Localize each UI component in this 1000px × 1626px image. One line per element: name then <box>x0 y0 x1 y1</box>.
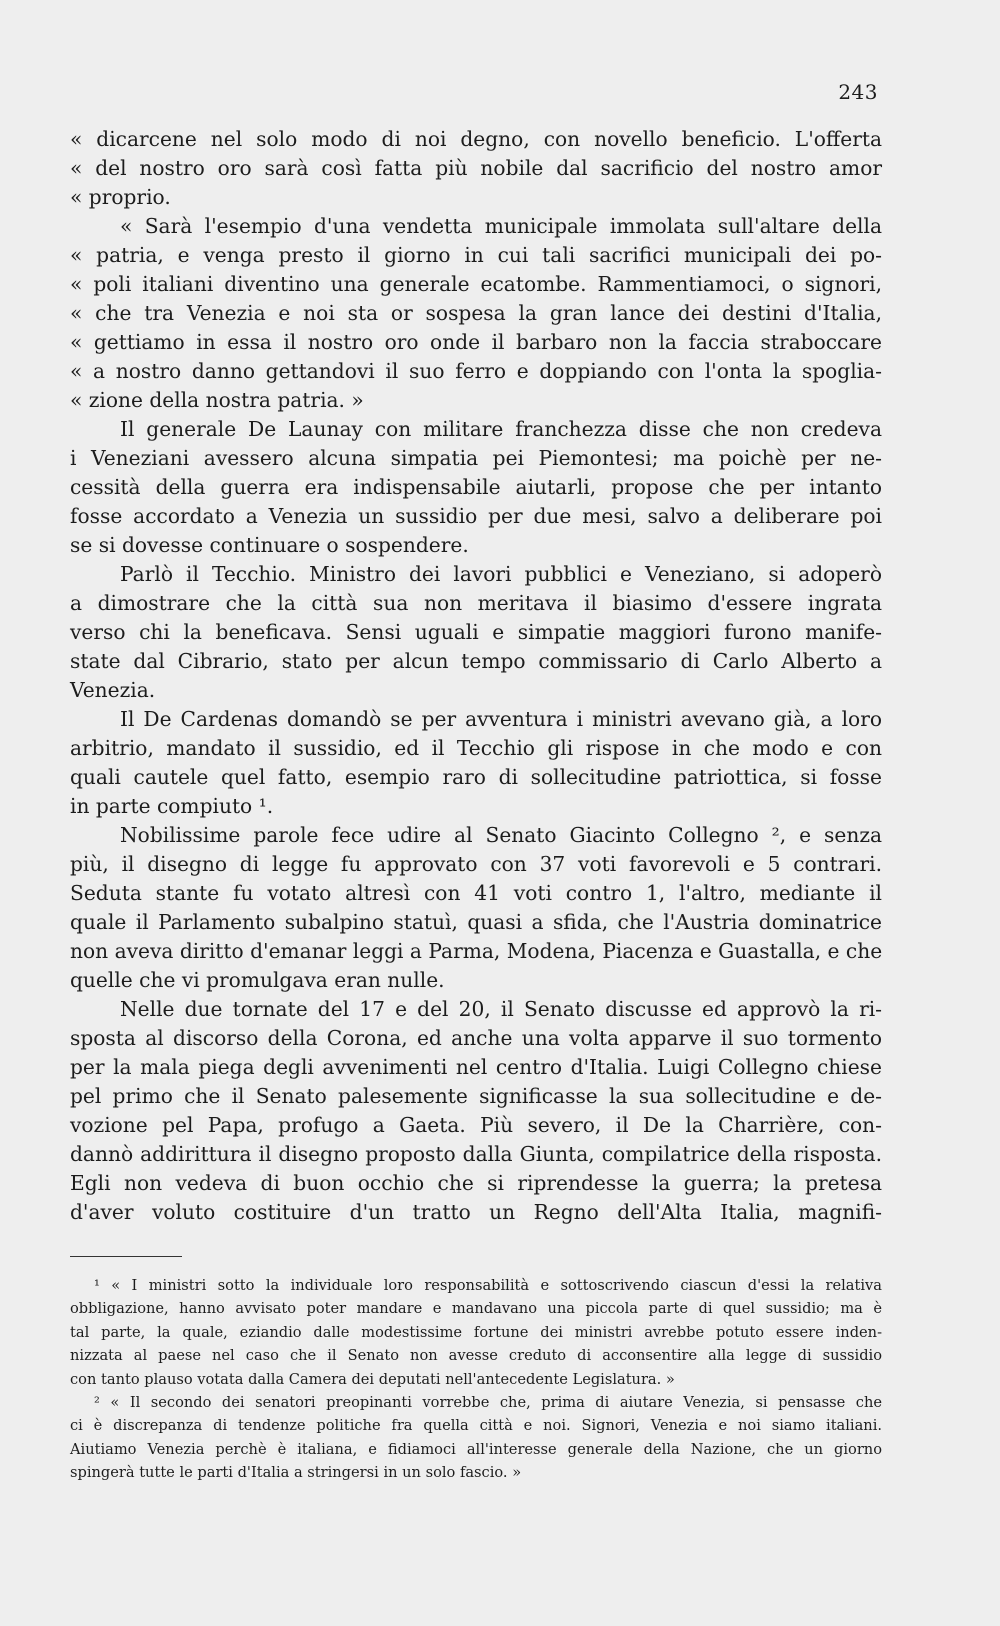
body-line: « del nostro oro sarà così fatta più nobile dal sacrificio del nostro amor <box>70 156 882 180</box>
footnote-rule <box>70 1256 182 1257</box>
body-line: « proprio. <box>70 185 171 209</box>
body-line: « dicarcene nel solo modo di noi degno, con novello beneficio. L'offerta <box>70 127 882 151</box>
footnote-line: Aiutiamo Venezia perchè è italiana, e fidiamoci all'interesse generale della Nazione, che un giorno <box>70 1440 882 1458</box>
body-line: « che tra Venezia e noi sta or sospesa la gran lance dei destini d'Italia, <box>70 301 882 325</box>
footnote-line: ¹ « I ministri sotto la individuale loro responsabilità e sottoscrivendo ciascun d'essi la relativa <box>94 1277 882 1294</box>
body-line: sposta al discorso della Corona, ed anche una volta apparve il suo tormento <box>70 1026 882 1050</box>
body-line: quali cautele quel fatto, esempio raro di sollecitudine patriottica, si fosse <box>70 765 882 789</box>
body-line: se si dovesse continuare o sospendere. <box>70 533 469 557</box>
body-line: a dimostrare che la città sua non meritava il biasimo d'essere ingrata <box>70 591 882 615</box>
page-number: 243 <box>838 80 878 104</box>
body-line: Venezia. <box>70 678 156 702</box>
footnote-line: obbligazione, hanno avvisato poter mandare e mandavano una piccola parte di quel sussidio; ma è <box>70 1300 882 1318</box>
body-line: più, il disegno di legge fu approvato con 37 voti favorevoli e 5 contrari. <box>70 852 882 876</box>
body-text <box>70 125 882 1227</box>
body-line: d'aver voluto costituire d'un tratto un Regno dell'Alta Italia, magnifi- <box>70 1200 882 1224</box>
body-line: dannò addirittura il disegno proposto dalla Giunta, compilatrice della risposta. <box>70 1142 882 1166</box>
body-line: vozione pel Papa, profugo a Gaeta. Più severo, il De la Charrière, con- <box>70 1113 882 1137</box>
body-line: « patria, e venga presto il giorno in cui tali sacrifici municipali dei po- <box>70 243 882 267</box>
body-line: « a nostro danno gettandovi il suo ferro e doppiando con l'onta la spoglia- <box>70 359 882 383</box>
body-line: Il generale De Launay con militare franchezza disse che non credeva <box>120 417 882 441</box>
body-line: fosse accordato a Venezia un sussidio per due mesi, salvo a deliberare poi <box>70 504 882 528</box>
body-line: Nobilissime parole fece udire al Senato Giacinto Collegno ², e senza <box>120 823 882 847</box>
body-line: verso chi la beneficava. Sensi uguali e simpatie maggiori furono manife- <box>70 620 882 644</box>
body-line: arbitrio, mandato il sussidio, ed il Tecchio gli rispose in che modo e con <box>70 736 882 760</box>
body-line: « zione della nostra patria. » <box>70 388 364 412</box>
body-line: « gettiamo in essa il nostro oro onde il barbaro non la faccia straboccare <box>70 330 882 354</box>
body-line: non aveva diritto d'emanar leggi a Parma, Modena, Piacenza e Guastalla, e che <box>70 939 883 963</box>
body-line: Il De Cardenas domandò se per avventura i ministri avevano già, a loro <box>120 707 882 731</box>
body-line: i Veneziani avessero alcuna simpatia pei Piemontesi; ma poichè per ne- <box>70 446 882 470</box>
body-line: quelle che vi promulgava eran nulle. <box>70 968 445 992</box>
footnote-line: spingerà tutte le parti d'Italia a stringersi in un solo fascio. » <box>70 1464 522 1482</box>
body-line: Seduta stante fu votato altresì con 41 voti contro 1, l'altro, mediante il <box>70 881 882 905</box>
body-line: in parte compiuto ¹. <box>70 794 274 818</box>
body-line: pel primo che il Senato palesemente significasse la sua sollecitudine e de- <box>70 1084 882 1108</box>
body-line: Nelle due tornate del 17 e del 20, il Senato discusse ed approvò la ri- <box>120 997 882 1021</box>
footnote-line: ci è discrepanza di tendenze politiche fra quella città e noi. Signori, Venezia e noi siamo italiani. <box>70 1417 882 1435</box>
footnotes <box>70 1274 882 1485</box>
footnote-line: nizzata al paese nel caso che il Senato non avesse creduto di acconsentire alla legge di sussidio <box>70 1347 882 1365</box>
footnote-line: con tanto plauso votata dalla Camera dei deputati nell'antecedente Legislatura. » <box>70 1370 675 1388</box>
body-line: « Sarà l'esempio d'una vendetta municipale immolata sull'altare della <box>120 214 882 238</box>
footnote-line: ² « Il secondo dei senatori preopinanti vorrebbe che, prima di aiutare Venezia, si pensasse che <box>94 1394 882 1412</box>
body-line: cessità della guerra era indispensabile aiutarli, propose che per intanto <box>70 475 882 499</box>
body-line: Parlò il Tecchio. Ministro dei lavori pubblici e Veneziano, si adoperò <box>120 562 882 586</box>
footnote-line: tal parte, la quale, eziandio dalle modestissime fortune dei ministri avrebbe potuto essere inden- <box>70 1323 882 1341</box>
body-line: state dal Cibrario, stato per alcun tempo commissario di Carlo Alberto a <box>70 649 882 673</box>
body-line: Egli non vedeva di buon occhio che si riprendesse la guerra; la pretesa <box>70 1171 882 1195</box>
body-line: per la mala piega degli avvenimenti nel centro d'Italia. Luigi Collegno chiese <box>70 1055 882 1079</box>
body-line: « poli italiani diventino una generale ecatombe. Rammentiamoci, o signori, <box>70 272 882 296</box>
body-line: quale il Parlamento subalpino statuì, quasi a sfida, che l'Austria dominatrice <box>70 910 882 934</box>
